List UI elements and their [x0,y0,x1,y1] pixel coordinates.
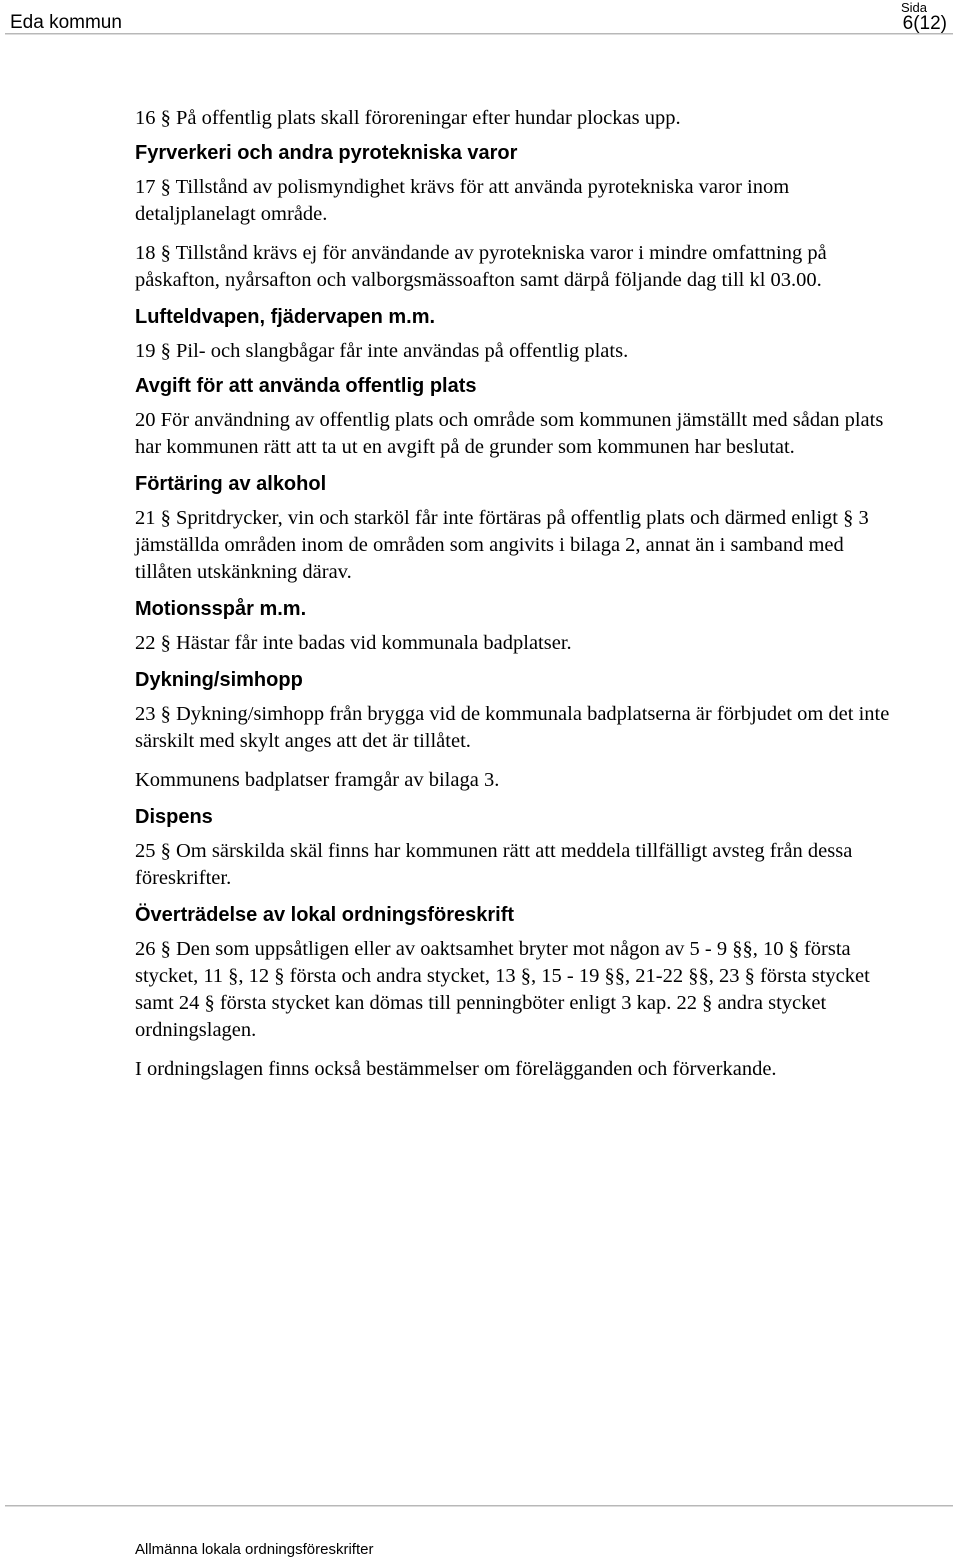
section-21: 21 § Spritdrycker, vin och starköl får inte förtäras på offentlig plats och därmed enligt § 3 jämställda områden inom de områden som angivits i bilaga 2, annat än i samband med tillåten utskänkning därav. [135,507,869,583]
header-divider [5,33,953,35]
document-body [135,105,905,1083]
badplatser-note: Kommunens badplatser framgår av bilaga 3. [135,769,500,791]
section-20: 20 För användning av offentlig plats och område som kommunen jämställt med sådan plats har kommunen rätt att ta ut en avgift på de grunder som kommunen har beslutat. [135,409,884,458]
heading-fortaring: Förtäring av alkohol [135,473,327,495]
section-25: 25 § Om särskilda skäl finns har kommunen rätt att meddela tillfälligt avsteg från dessa föreskrifter. [135,840,853,889]
heading-avgift: Avgift för att använda offentlig plats [135,375,477,397]
section-16: 16 § På offentlig plats skall föroreningar efter hundar plockas upp. [135,107,681,129]
heading-motionsspar: Motionsspår m.m. [135,598,307,620]
organization-name: Eda kommun [10,12,122,33]
footer-title: Allmänna lokala ordningsföreskrifter [135,1541,374,1558]
section-18: 18 § Tillstånd krävs ej för användande av pyrotekniska varor i mindre omfattning på påskafton, nyårsafton och valborgsmässoafton samt därpå följande dag till kl 03.00. [135,242,827,291]
ordningslagen-note: I ordningslagen finns också bestämmelser om förelägganden och förverkande. [135,1058,777,1080]
section-17: 17 § Tillstånd av polismyndighet krävs för att använda pyrotekniska varor inom detaljplanelagt område. [135,176,790,225]
heading-dykning: Dykning/simhopp [135,669,303,691]
footer-divider [5,1505,953,1507]
heading-lufteldvapen: Lufteldvapen, fjädervapen m.m. [135,306,436,328]
heading-fyrverkeri: Fyrverkeri och andra pyrotekniska varor [135,142,518,164]
page-label: Sida [900,0,927,15]
section-26: 26 § Den som uppsåtligen eller av oaktsamhet bryter mot någon av 5 - 9 §§, 10 § första stycket, 11 §, 12 § första och andra stycket, 13 §, 15 - 19 §§, 21-22 §§, 23 § första stycket samt 24 § första stycket kan dömas till penningböter enligt 3 kap. 22 § andra stycket ordningslagen. [135,938,870,1041]
heading-overtradelse: Överträdelse av lokal ordningsföreskrift [135,904,515,926]
section-19: 19 § Pil- och slangbågar får inte användas på offentlig plats. [135,340,629,362]
section-23: 23 § Dykning/simhopp från brygga vid de kommunala badplatserna är förbjudet om det inte särskilt med skylt anges att det är tillåtet. [135,703,890,752]
page-number: 6(12) [902,13,947,34]
section-22: 22 § Hästar får inte badas vid kommunala badplatser. [135,632,572,654]
heading-dispens: Dispens [135,806,213,828]
